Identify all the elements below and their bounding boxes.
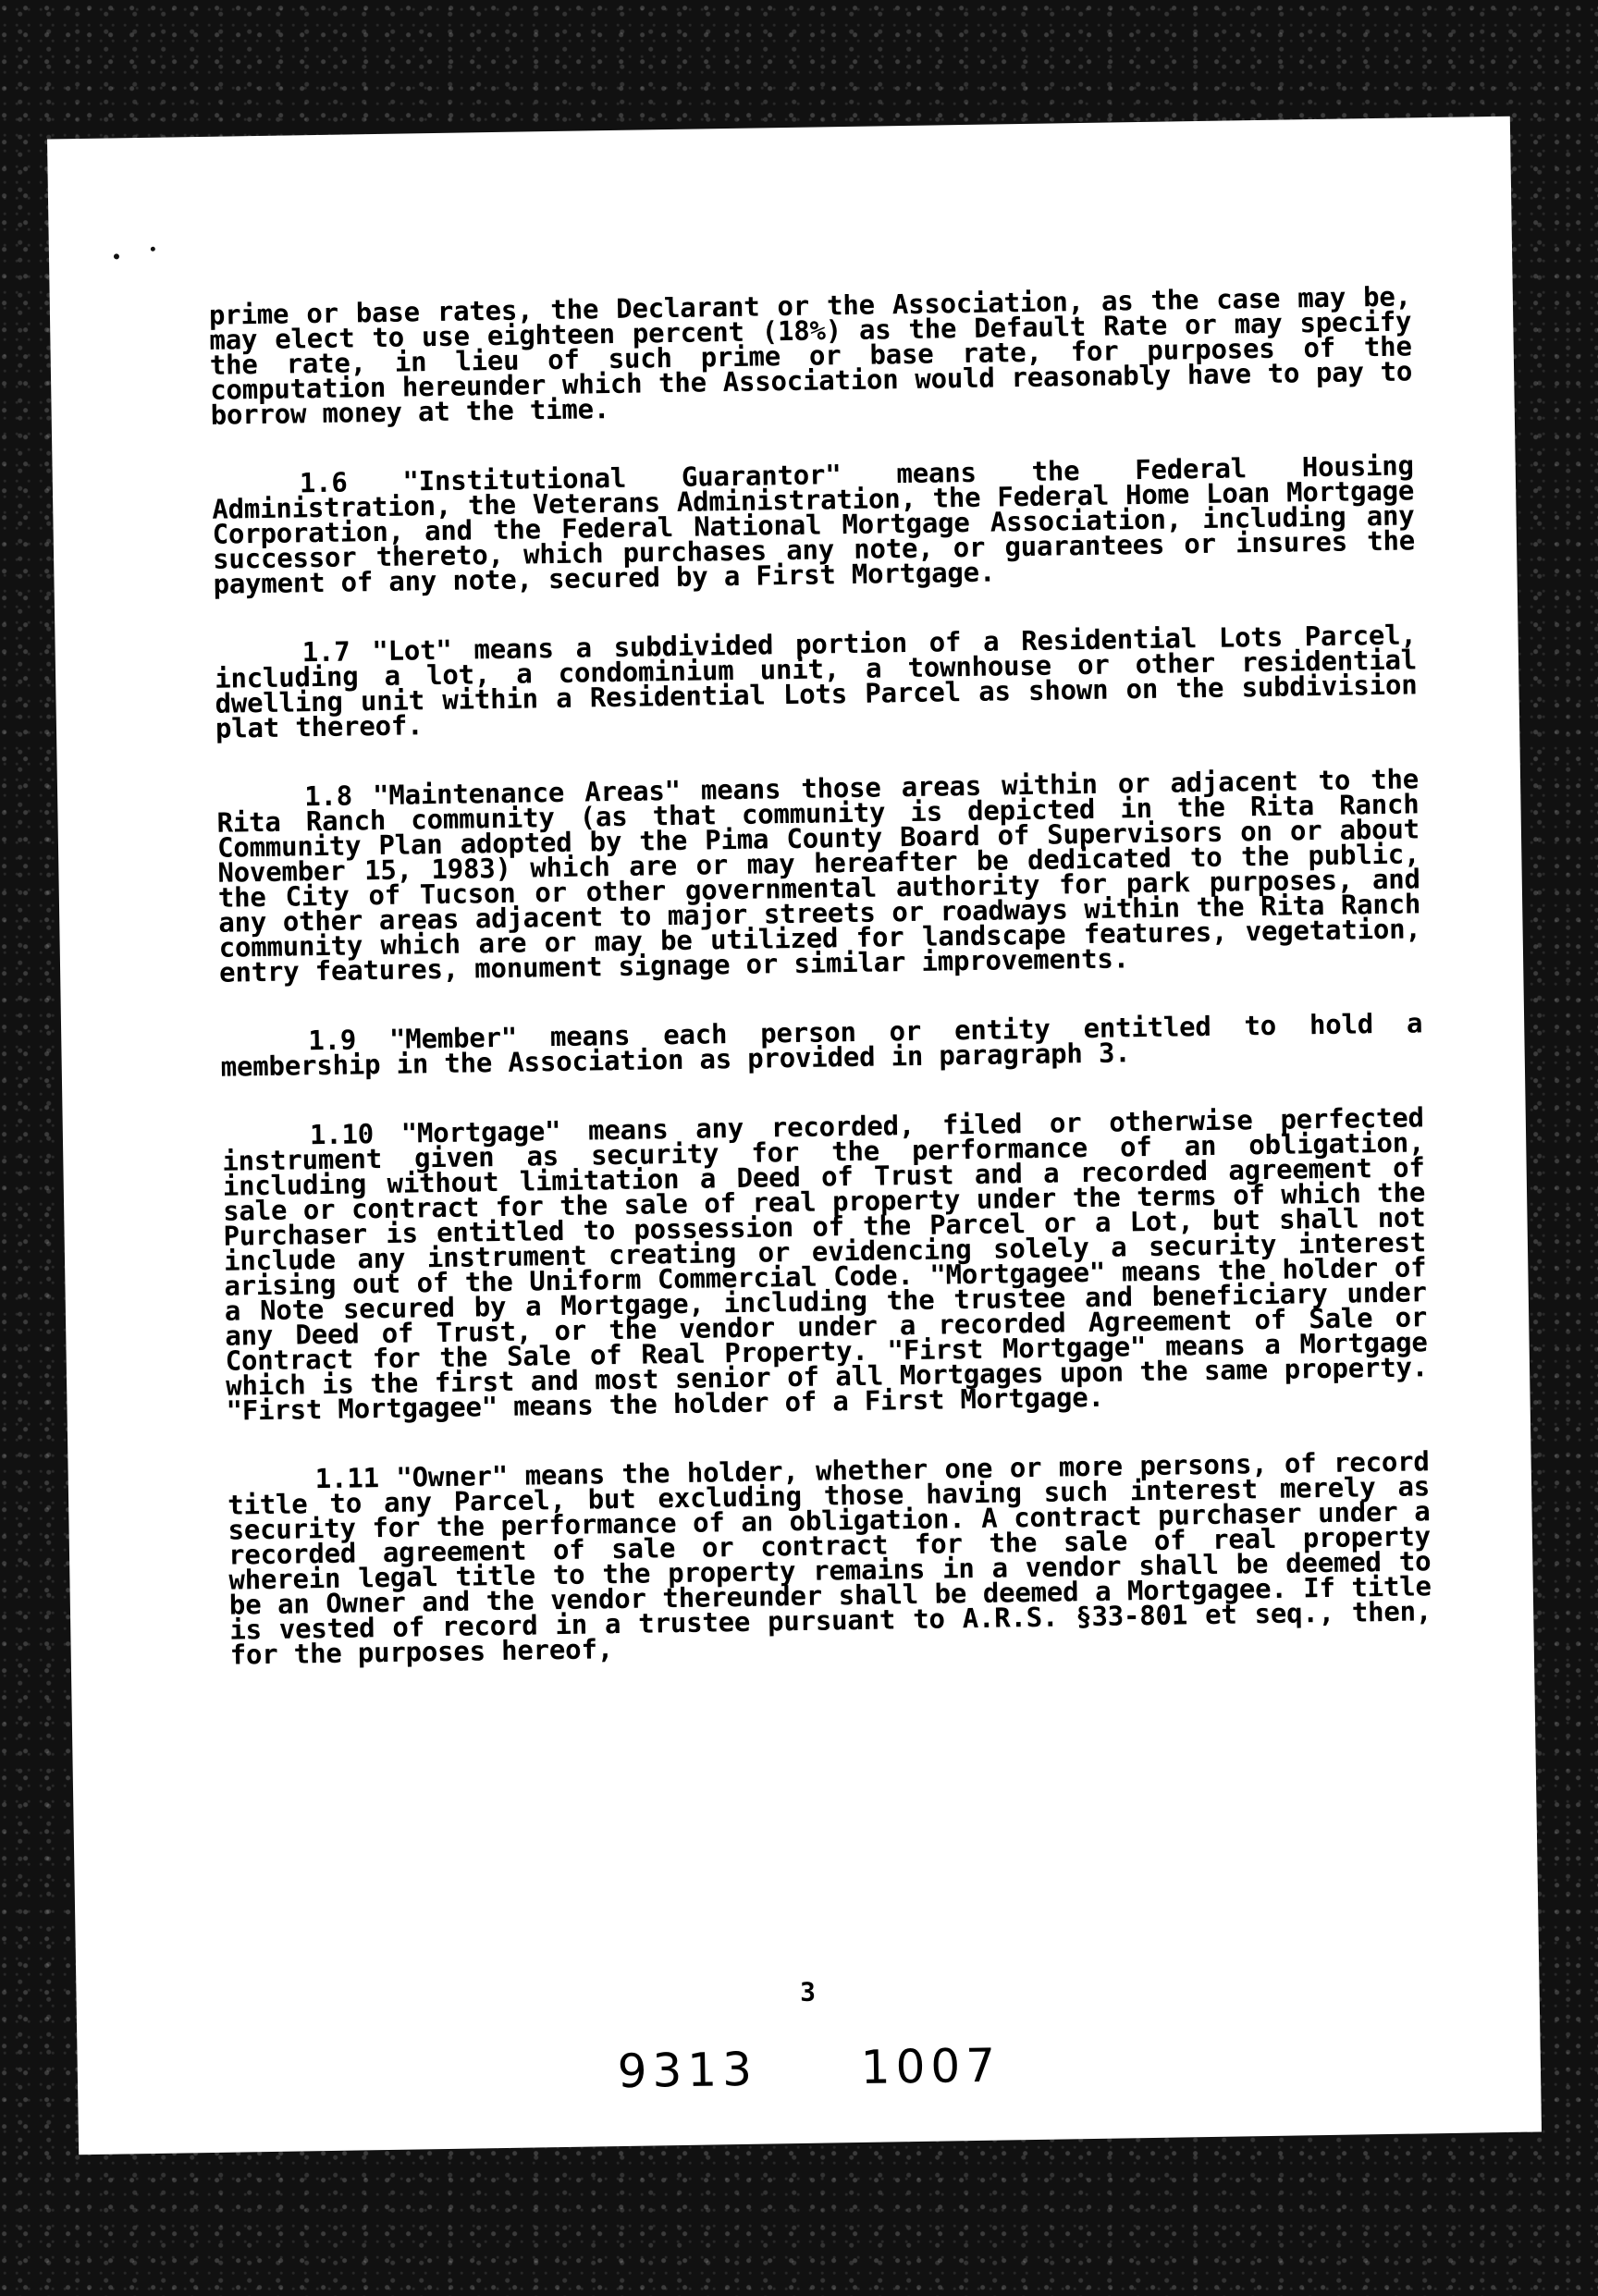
paragraph-text: 1.9 "Member" means each person or entity entitled to hold a membership in the Association as provided in paragraph 3. bbox=[220, 1007, 1423, 1083]
document-body bbox=[208, 280, 1433, 1712]
document-page bbox=[47, 117, 1542, 2155]
recording-book-page bbox=[77, 2030, 1541, 2106]
paragraph-1-6 bbox=[212, 449, 1416, 600]
paragraph-text: 1.7 "Lot" means a subdivided portion of a Residential Lots Parcel, including a lot, a condominium unit, a townhouse or other residential dwelling unit within a Residential Lots Parcel as shown on the subdivision plat thereof. bbox=[214, 619, 1418, 744]
page-number: 3 bbox=[799, 1976, 817, 2008]
paragraph-1-7 bbox=[214, 619, 1419, 744]
paragraph-text: 1.10 "Mortgage" means any recorded, filed or otherwise perfected instrument given as security for the performance of an obligation, including without limitation a Deed of Trust and a recorded agreement of sale or contract for the sale of real property under the terms of which the Purchaser is entitled to possession of the Parcel or a Lot, but shall not include any instrument creating or evidencing solely a security interest arising out of the Uniform Commercial Code. "Mortgagee" means the holder of a Note secured by a Mortgage, including the trustee and beneficiary under any Deed of Trust, or the vendor under a recorded Agreement of Sale or Contract for the Sale of Real Property. "First Mortgage" means a Mortgage which is the first and most senior of all Mortgages upon the same property. "First Mortgagee" means the holder of a First Mortgage. bbox=[222, 1101, 1429, 1427]
recording-book-number: 9313 bbox=[617, 2042, 758, 2099]
scan-speck bbox=[151, 247, 155, 252]
paragraph-1-11 bbox=[227, 1445, 1432, 1671]
paragraph-text: 1.11 "Owner" means the holder, whether one or more persons, of record title to any Parcel, but excluding those having such interest merely as security for the performance of an obligation. A contract purchaser under a recorded agreement of sale or contract for the sale of real property wherein legal title to the property remains in a vendor shall be deemed to be an Owner and the vendor thereunder shall be deemed a Mortgagee. If title is vested of record in a trustee pursuant to A.R.S. §33-801 et seq., then, for the purposes hereof, bbox=[227, 1445, 1432, 1671]
paragraph-1-8 bbox=[216, 763, 1421, 988]
paragraph-text: prime or base rates, the Declarant or the Association, as the case may be, may elect to use eighteen percent (18%) as the Default Rate or may specify the rate, in lieu of such prime or base rate, for purposes of the computation hereunder which the Association would reasonably have to pay to borrow money at the time. bbox=[208, 280, 1413, 431]
paragraph-text: 1.6 "Institutional Guarantor" means the Federal Housing Administration, the Veterans Administration, the Federal Home Loan Mortgage Corporation, and the Federal National Mortgage Association, including any successor thereto, which purchases any note, or guarantees or insures the payment of any note, secured by a First Mortgage. bbox=[212, 449, 1416, 600]
paragraph-continuation bbox=[208, 280, 1413, 431]
paragraph-1-9 bbox=[220, 1007, 1423, 1083]
scan-speck bbox=[114, 253, 119, 259]
paragraph-1-10 bbox=[222, 1101, 1429, 1427]
recording-page-number: 1007 bbox=[860, 2038, 1002, 2094]
paragraph-text: 1.8 "Maintenance Areas" means those areas within or adjacent to the Rita Ranch community (as that community is depicted in the Rita Ranch Community Plan adopted by the Pima County Board of Supervisors on or about November 15, 1983) which are or may hereafter be dedicated to the public, the City of Tucson or other governmental authority for park purposes, and any other areas adjacent to major streets or roadways within the Rita Ranch community which are or may be utilized for landscape features, vegetation, entry features, monument signage or similar improvements. bbox=[216, 763, 1421, 988]
